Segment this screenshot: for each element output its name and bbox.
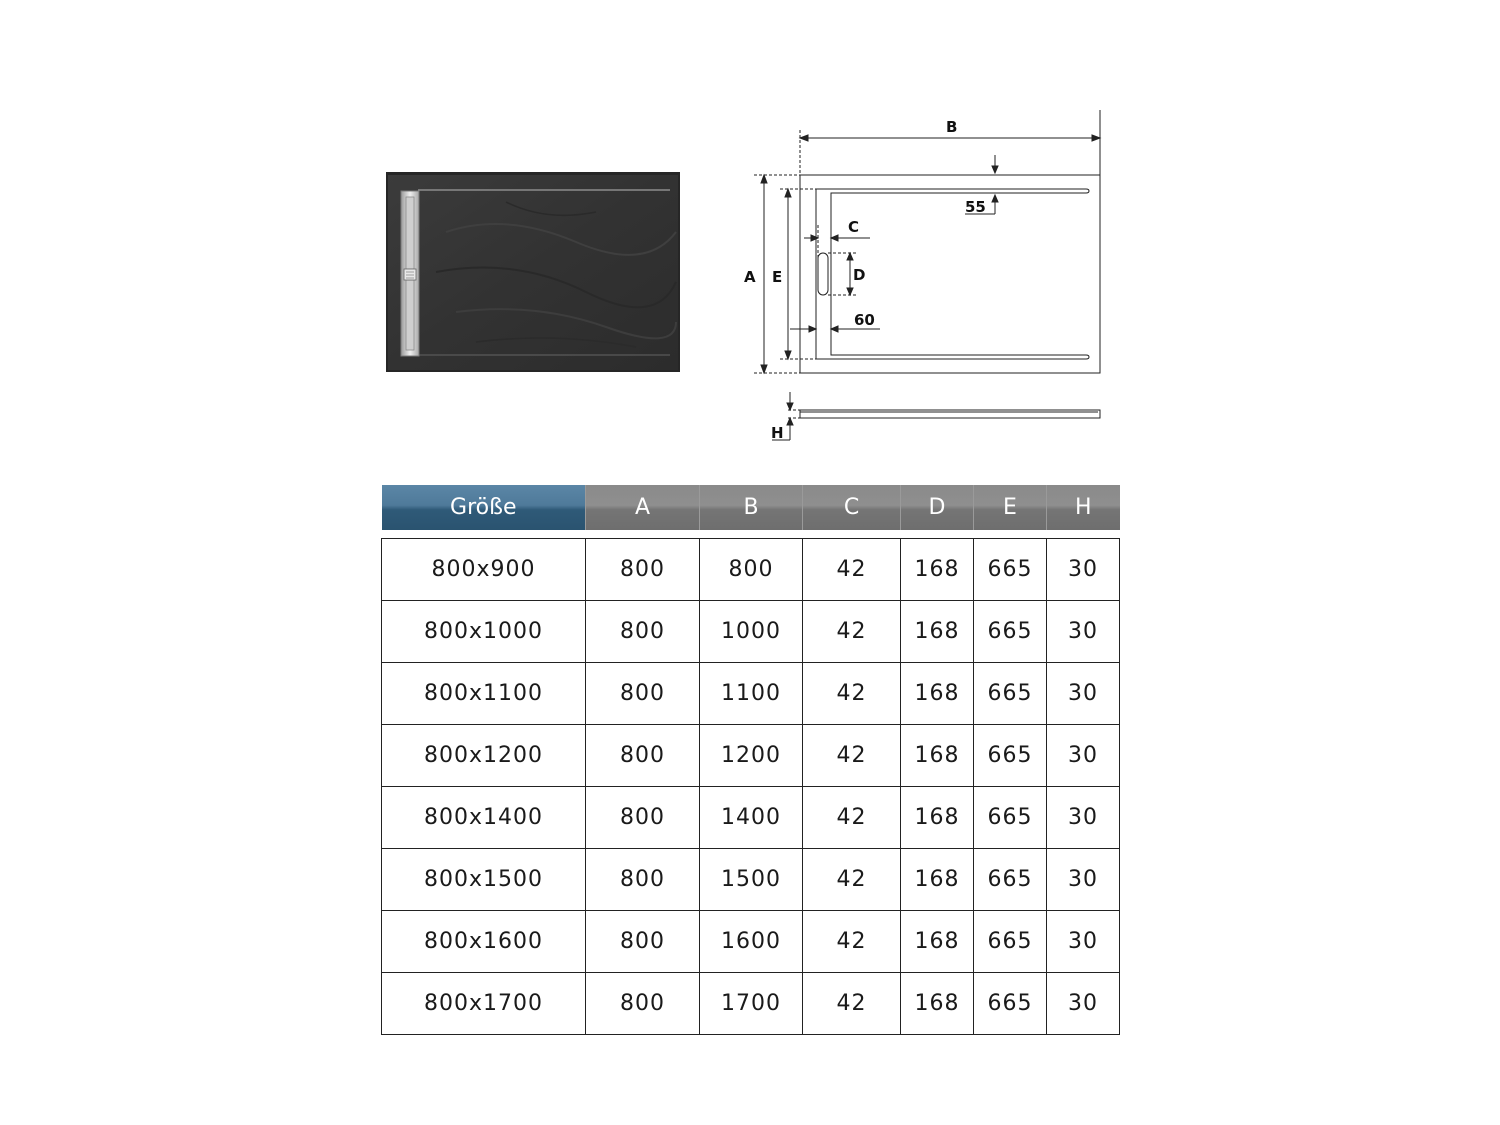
table-body <box>382 530 1120 1035</box>
table-cell: 1400 <box>700 787 803 849</box>
table-cell: 800 <box>700 539 803 601</box>
table-cell: 800x900 <box>382 539 586 601</box>
label-55: 55 <box>965 198 986 216</box>
header-c: C <box>803 485 901 530</box>
table-cell: 1600 <box>700 911 803 973</box>
label-b: B <box>946 118 958 136</box>
table-cell: 168 <box>901 849 974 911</box>
table-cell: 665 <box>974 911 1047 973</box>
table-cell: 168 <box>901 911 974 973</box>
header-h: H <box>1047 485 1120 530</box>
table-row <box>382 539 1120 601</box>
table-cell: 168 <box>901 787 974 849</box>
label-h: H <box>771 424 784 442</box>
table-row <box>382 849 1120 911</box>
header-d: D <box>901 485 974 530</box>
table-cell: 665 <box>974 787 1047 849</box>
table-cell: 800 <box>586 725 700 787</box>
header-b: B <box>700 485 803 530</box>
label-c: C <box>848 218 860 236</box>
header-e: E <box>974 485 1047 530</box>
table-cell: 800 <box>586 663 700 725</box>
shower-tray-photo <box>386 172 680 372</box>
table-cell: 665 <box>974 725 1047 787</box>
table-cell: 42 <box>803 663 901 725</box>
table-cell: 1000 <box>700 601 803 663</box>
table-cell: 665 <box>974 539 1047 601</box>
table-cell: 800 <box>586 787 700 849</box>
table-cell: 30 <box>1047 911 1120 973</box>
label-a: A <box>744 268 756 286</box>
table-cell: 42 <box>803 601 901 663</box>
table-cell: 800 <box>586 601 700 663</box>
table-cell: 30 <box>1047 539 1120 601</box>
table-row <box>382 663 1120 725</box>
table-cell: 42 <box>803 787 901 849</box>
table-cell: 800x1000 <box>382 601 586 663</box>
table-cell: 1200 <box>700 725 803 787</box>
table-cell: 42 <box>803 973 901 1035</box>
table-cell: 30 <box>1047 663 1120 725</box>
header-a: A <box>586 485 700 530</box>
table-cell: 30 <box>1047 601 1120 663</box>
table-row <box>382 725 1120 787</box>
size-table <box>381 485 1120 1035</box>
table-cell: 30 <box>1047 973 1120 1035</box>
table-row <box>382 601 1120 663</box>
table-cell: 168 <box>901 601 974 663</box>
label-60: 60 <box>854 311 875 329</box>
table-header-row <box>382 485 1120 530</box>
table-cell: 800x1700 <box>382 973 586 1035</box>
table-cell: 1700 <box>700 973 803 1035</box>
table-cell: 30 <box>1047 849 1120 911</box>
table-cell: 42 <box>803 539 901 601</box>
table-cell: 168 <box>901 663 974 725</box>
table-cell: 168 <box>901 973 974 1035</box>
table-cell: 168 <box>901 725 974 787</box>
table-cell: 665 <box>974 973 1047 1035</box>
table-cell: 800 <box>586 849 700 911</box>
table-cell: 1500 <box>700 849 803 911</box>
table-cell: 42 <box>803 911 901 973</box>
table-cell: 30 <box>1047 725 1120 787</box>
table-cell: 800x1600 <box>382 911 586 973</box>
table-cell: 800 <box>586 911 700 973</box>
table-cell: 30 <box>1047 787 1120 849</box>
table-cell: 665 <box>974 849 1047 911</box>
table-cell: 42 <box>803 725 901 787</box>
table-cell: 42 <box>803 849 901 911</box>
table-row <box>382 787 1120 849</box>
table-cell: 800 <box>586 973 700 1035</box>
table-cell: 800x1400 <box>382 787 586 849</box>
header-groesse: Größe <box>382 485 586 530</box>
table-cell: 665 <box>974 663 1047 725</box>
table-cell: 665 <box>974 601 1047 663</box>
drain-channel-icon <box>401 191 419 356</box>
table-cell: 168 <box>901 539 974 601</box>
label-d: D <box>853 266 866 284</box>
table-row <box>382 911 1120 973</box>
table-cell: 800x1100 <box>382 663 586 725</box>
table-cell: 800x1500 <box>382 849 586 911</box>
label-e: E <box>772 268 783 286</box>
table-row <box>382 973 1120 1035</box>
table-cell: 1100 <box>700 663 803 725</box>
table-cell: 800x1200 <box>382 725 586 787</box>
table-cell: 800 <box>586 539 700 601</box>
dimension-drawing <box>740 100 1120 450</box>
